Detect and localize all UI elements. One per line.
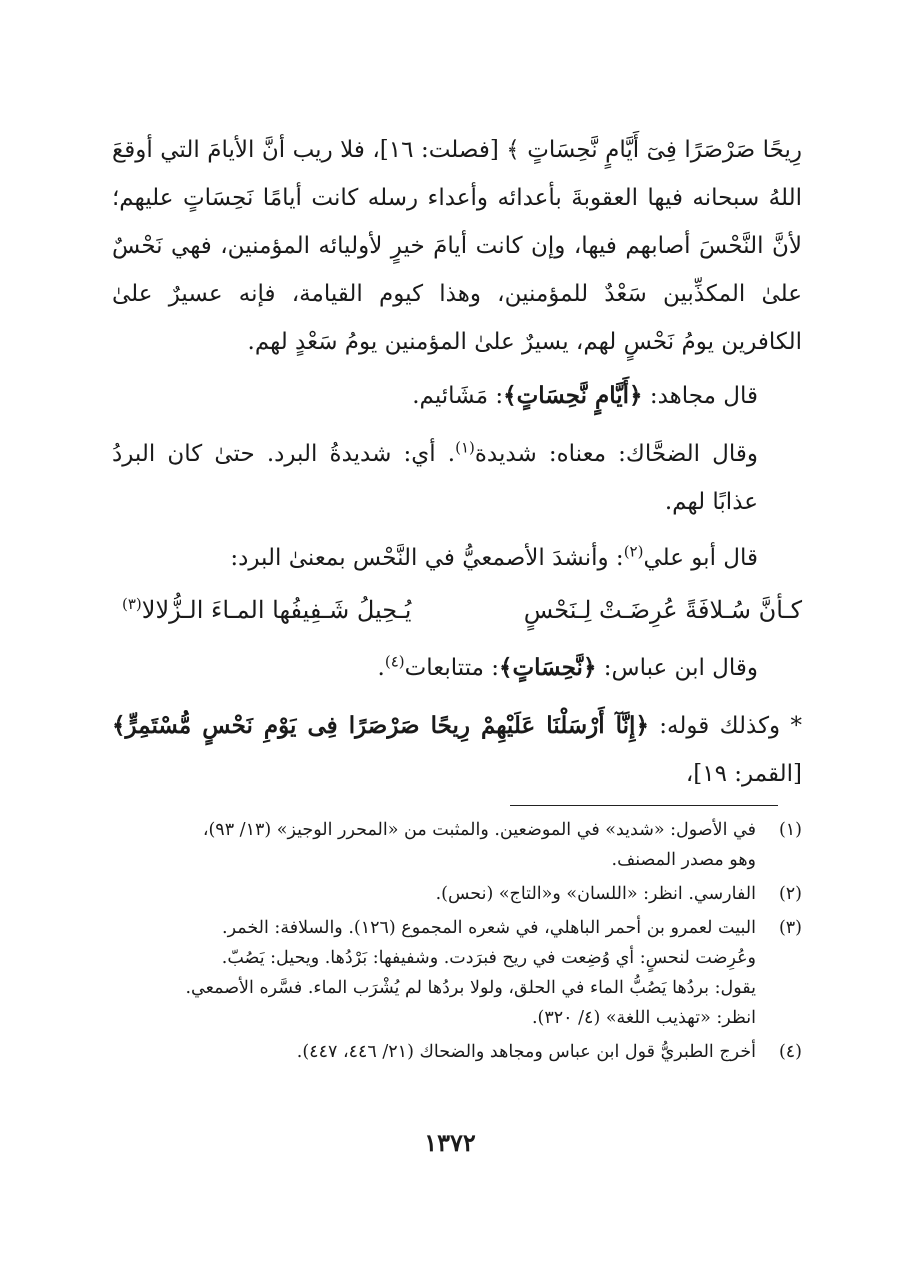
mujahid-lead: قال مجاهد: — [642, 383, 758, 409]
footnote-line: أخرج الطبريُّ قول ابن عباس ومجاهد والضحاك (٢١/ ٤٤٦، ٤٤٧). — [296, 1042, 756, 1062]
paragraph-qamar — [112, 702, 802, 798]
footnote-line: الفارسي. انظر: «اللسان» و«التاج» (نحس). — [435, 884, 756, 904]
ibn-abbas-end: . — [377, 655, 385, 681]
footnote-ref-2[interactable]: (٢) — [623, 542, 644, 561]
footnote-4 — [112, 1037, 802, 1067]
quran-quote-nahisat: ﴿نَّحِسَاتٍ﴾ — [499, 654, 597, 681]
paragraph-mujahid — [112, 372, 802, 420]
paragraph-dahhak — [112, 430, 802, 526]
footnote-number: (٣) — [778, 918, 802, 938]
verse-second-hemistich-wrap — [122, 586, 411, 634]
paragraph-1: رِيحًا صَرْصَرًا فِىٓ أَيَّامٍ نَّحِسَاتٍ ﴾ [فصلت: ١٦]، فلا ريب أنَّ الأيامَ التي أوقعَ اللهُ سبحانه فيها العقوبةَ بأعدائه وأعداء رسله كانت أيامًا نَحِسَاتٍ عليهم؛ لأنَّ النَّحْسَ أصابهم فيها، وإن كانت أيامَ خيرٍ لأوليائه المؤمنين، فهي نَحْسٌ علىٰ المكذِّبين سَعْدٌ للمؤمنين، وهذا كيوم القيامة، فإنه عسيرٌ علىٰ الكافرين يومُ نَحْسٍ لهم، يسيرٌ علىٰ المؤمنين يومُ سَعْدٍ لهم. — [112, 137, 802, 355]
footnote-ref-4[interactable]: (٤) — [384, 652, 405, 671]
dahhak-lead: وقال الضحَّاك: معناه: شديدة — [474, 441, 758, 467]
quran-quote-ayyam: ﴿أَيَّامٍ نَّحِسَاتٍ﴾ — [503, 382, 643, 409]
footnote-separator — [510, 805, 778, 806]
footnote-line: البيت لعمرو بن أحمر الباهلي، في شعره المجموع (١٢٦). والسلافة: الخمر. — [222, 918, 756, 938]
footnote-text — [112, 1037, 756, 1067]
qamar-ref: [القمر: ١٩]، — [685, 761, 802, 787]
quran-quote-qamar: ﴿إِنَّآ أَرْسَلْنَا عَلَيْهِمْ رِيحًا صَرْصَرًا فِى يَوْمِ نَحْسٍ مُّسْتَمِرٍّ﴾ — [112, 712, 649, 739]
footnote-text — [112, 913, 756, 1033]
paragraph-ibn-abbas — [112, 644, 802, 692]
footnote-number: (٤) — [778, 1042, 802, 1062]
footnote-3 — [112, 913, 802, 1033]
footnote-text — [112, 815, 756, 875]
verse-second-hemistich: يُـحِيلُ شَـفِيفُها المـاءَ الـزُّلالا — [141, 596, 412, 624]
footnote-line: وهو مصدر المصنف. — [611, 850, 756, 870]
abu-ali-rest: : وأنشدَ الأصمعيُّ في النَّحْس بمعنىٰ البرد: — [230, 545, 624, 571]
footnote-ref-3[interactable]: (٣) — [122, 595, 142, 613]
footnote-number: (٢) — [778, 884, 802, 904]
verse-first-hemistich: كـأنَّ سُـلافَةً عُرِضَـتْ لِـنَحْسٍ — [523, 596, 802, 624]
qamar-lead: * وكذلك قوله: — [648, 713, 802, 739]
footnote-line: انظر: «تهذيب اللغة» (٤/ ٣٢٠). — [531, 1008, 756, 1028]
footnote-1 — [112, 815, 802, 875]
ibn-abbas-lead: وقال ابن عباس: — [596, 655, 758, 681]
mujahid-rest: : مَشَائيم. — [412, 383, 504, 409]
footnote-line: يقول: بردُها يَصُبُّ الماء في الحلق، ولولا بردُها لم يُشْرَب الماء. فسَّره الأصمعي. — [185, 978, 756, 998]
footnote-text — [112, 879, 756, 909]
footnote-line: وعُرِضت لنحسٍ: أي وُضِعت في ريح فبرَدت. وشفيفها: بَرْدُها. ويحيل: يَصُبّ. — [221, 948, 756, 968]
poetry-verse — [112, 586, 802, 634]
ibn-abbas-rest: : متتابعات — [404, 655, 500, 681]
footnote-line: في الأصول: «شديد» في الموضعين. والمثبت من «المحرر الوجيز» (١٣/ ٩٣)، — [202, 820, 756, 840]
footnote-2 — [112, 879, 802, 909]
dahhak-rest: . أي: شديدةُ البرد. حتىٰ كان البردُ عذابًا لهم. — [112, 441, 758, 515]
footnote-ref-1[interactable]: (١) — [455, 438, 475, 457]
page-number: ١٣٧٢ — [424, 1128, 476, 1157]
paragraph-abu-ali — [112, 534, 802, 582]
main-text — [112, 126, 802, 798]
footnotes — [112, 815, 802, 1071]
abu-ali-lead: قال أبو علي — [643, 545, 758, 571]
footnote-number: (١) — [778, 820, 802, 840]
